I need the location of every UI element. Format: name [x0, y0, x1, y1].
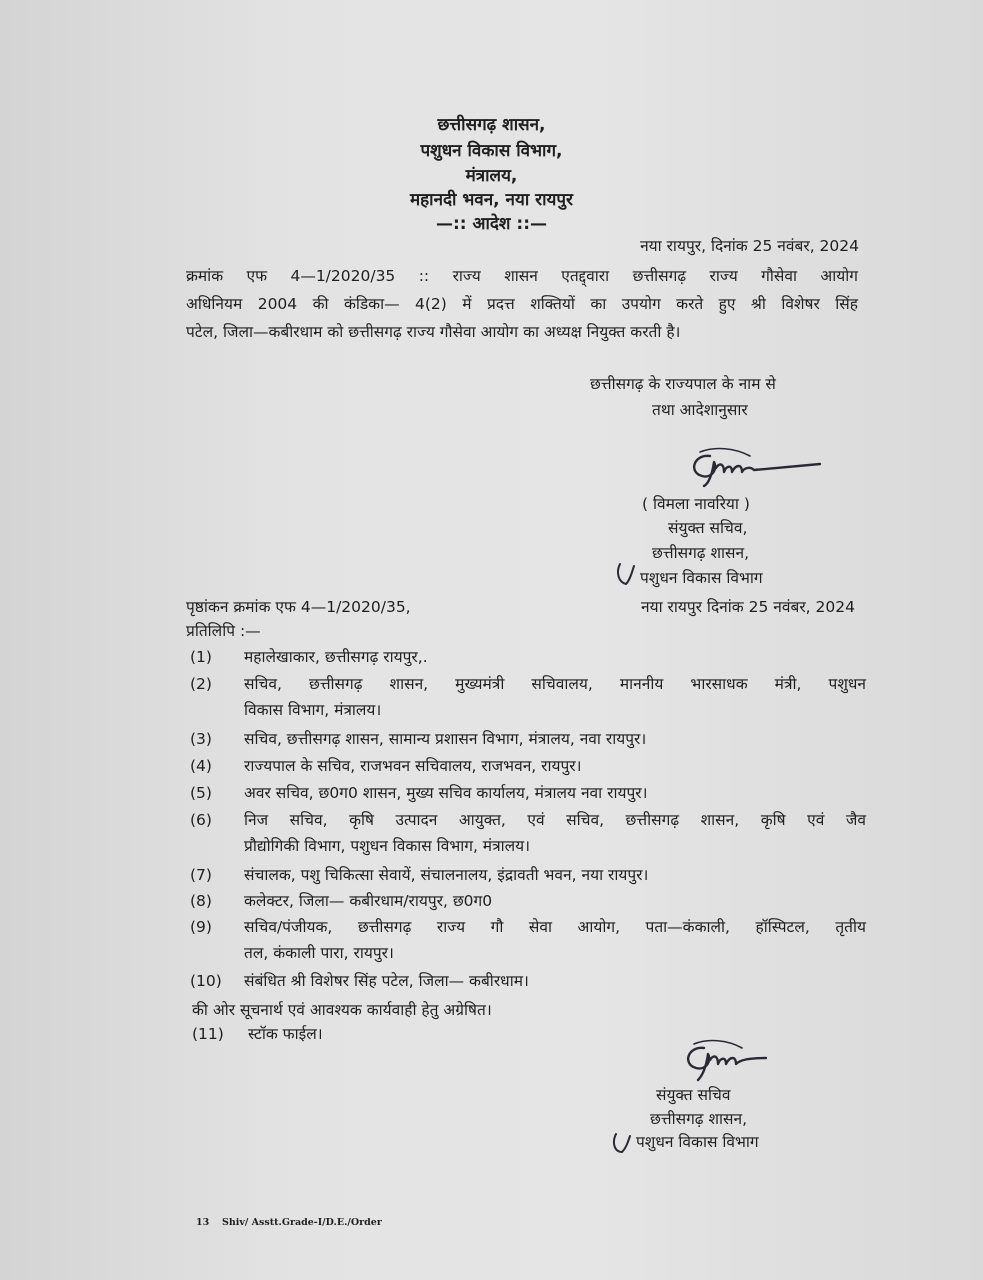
initial-mark — [614, 560, 638, 590]
signatory2-government: छत्तीसगढ़ शासन, — [650, 1110, 748, 1128]
authority-line-1: छत्तीसगढ़ के राज्यपाल के नाम से — [590, 375, 776, 393]
list-item-number: (3) — [190, 730, 212, 748]
list-item: संचालक, पशु चिकित्सा सेवायें, संचालनालय, इंद्रावती भवन, नया रायपुर। — [244, 866, 649, 884]
header-government: छत्तीसगढ़ शासन, — [437, 115, 546, 135]
signatory2-designation: संयुक्त सचिव — [656, 1086, 731, 1104]
endorsement-ref: पृष्ठांकन क्रमांक एफ 4—1/2020/35, — [186, 598, 411, 616]
list-item: संबंधित श्री विशेषर सिंह पटेल, जिला— कबीरधाम। — [244, 972, 529, 990]
list-item: सचिव/पंजीयक, छत्तीसगढ़ राज्य गौ सेवा आयोग, पता—कंकाली, हॉस्पिटल, तृतीय — [244, 918, 866, 936]
order-paragraph-line-2: अधिनियम 2004 की कंडिका— 4(2) में प्रदत्त शक्तियों का उपयोग करते हुए श्री विशेषर सिंह — [186, 295, 858, 313]
list-item-continuation: विकास विभाग, मंत्रालय। — [244, 701, 382, 719]
header-ministry: मंत्रालय, — [465, 166, 518, 186]
signatory-designation: संयुक्त सचिव, — [668, 519, 748, 537]
list-item: महालेखाकार, छत्तीसगढ़ रायपुर,. — [244, 648, 428, 666]
header-order-title: —:: आदेश ::— — [436, 214, 547, 234]
list-item: सचिव, छत्तीसगढ़ शासन, सामान्य प्रशासन विभाग, मंत्रालय, नवा रायपुर। — [244, 730, 647, 748]
list-item-continuation: प्रौद्योगिकी विभाग, पशुधन विकास विभाग, मंत्रालय। — [244, 837, 531, 855]
list-item-continuation: तल, कंकाली पारा, रायपुर। — [244, 944, 394, 962]
list-item-number: (1) — [190, 648, 212, 666]
handwritten-signature — [680, 442, 830, 492]
footer-code-number: 13 — [196, 1217, 210, 1228]
list-item-number: (5) — [190, 784, 212, 802]
footer-code-text: Shiv/ Asstt.Grade-I/D.E./Order — [222, 1217, 382, 1228]
forward-note: की ओर सूचनार्थ एवं आवश्यक कार्यवाही हेतु अग्रेषित। — [192, 1001, 492, 1019]
list-item: स्टॉक फाईल। — [248, 1025, 323, 1043]
list-item: कलेक्टर, जिला— कबीरधाम/रायपुर, छ0ग0 — [244, 892, 493, 910]
initial-mark — [610, 1128, 634, 1158]
signatory2-department: पशुधन विकास विभाग — [636, 1133, 759, 1151]
list-item-number: (4) — [190, 757, 212, 775]
copy-label: प्रतिलिपि :— — [186, 622, 261, 640]
list-item-number: (8) — [190, 892, 212, 910]
list-item-number: (2) — [190, 675, 212, 693]
list-item: निज सचिव, कृषि उत्पादन आयुक्त, एवं सचिव, छत्तीसगढ़ शासन, कृषि एवं जैव — [244, 811, 866, 829]
list-item: अवर सचिव, छ0ग0 शासन, मुख्य सचिव कार्यालय, मंत्रालय नवा रायपुर। — [244, 784, 648, 802]
list-item-number: (10) — [190, 972, 222, 990]
list-item: राज्यपाल के सचिव, राजभवन सचिवालय, राजभवन, रायपुर। — [244, 757, 582, 775]
order-paragraph-line-3: पटेल, जिला—कबीरधाम को छत्तीसगढ़ राज्य गौसेवा आयोग का अध्यक्ष नियुक्त करती है। — [186, 323, 681, 341]
header-department: पशुधन विकास विभाग, — [420, 141, 563, 161]
list-item-number: (11) — [192, 1025, 224, 1043]
list-item-number: (7) — [190, 866, 212, 884]
list-item: सचिव, छत्तीसगढ़ शासन, मुख्यमंत्री सचिवालय, माननीय भारसाधक मंत्री, पशुधन — [244, 675, 866, 693]
authority-line-2: तथा आदेशानुसार — [652, 401, 748, 419]
order-date: नया रायपुर, दिनांक 25 नवंबर, 2024 — [640, 237, 859, 255]
signatory-government: छत्तीसगढ़ शासन, — [652, 544, 750, 562]
list-item-number: (9) — [190, 918, 212, 936]
signatory-name: ( विमला नावरिया ) — [642, 495, 750, 513]
order-paragraph-line-1: क्रमांक एफ 4—1/2020/35 :: राज्य शासन एतद्द्वारा छत्तीसगढ़ राज्य गौसेवा आयोग — [186, 267, 858, 285]
list-item-number: (6) — [190, 811, 212, 829]
header-address: महानदी भवन, नया रायपुर — [409, 190, 574, 210]
endorsement-date: नया रायपुर दिनांक 25 नवंबर, 2024 — [640, 598, 855, 616]
handwritten-signature — [676, 1036, 786, 1086]
signatory-department: पशुधन विकास विभाग — [640, 569, 763, 587]
